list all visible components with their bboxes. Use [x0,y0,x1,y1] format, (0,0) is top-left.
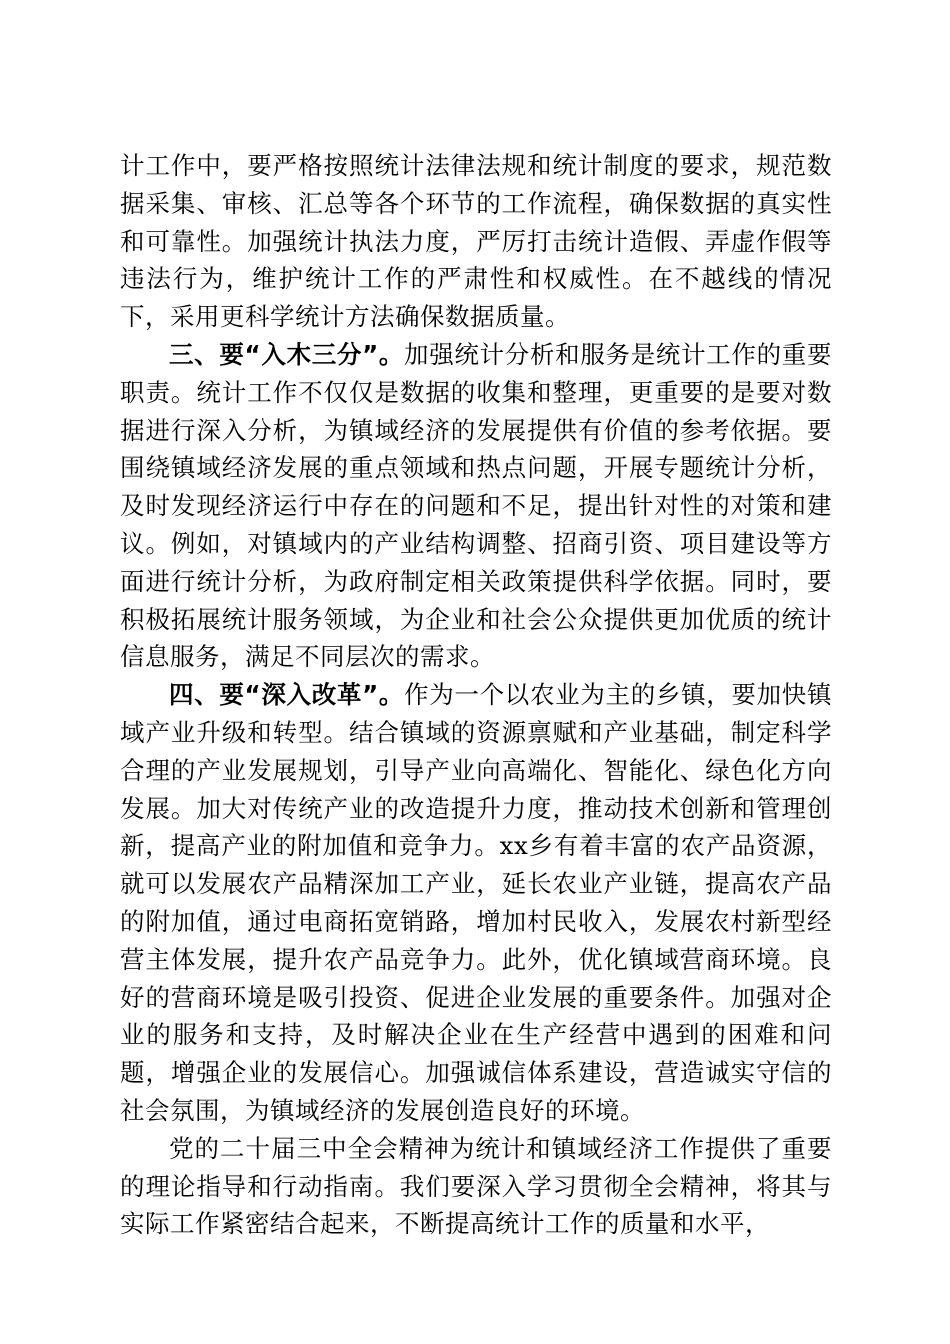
paragraph-section-three [120,336,832,676]
paragraph-statistics-law [120,147,832,336]
paragraph-body: 作为一个以农业为主的乡镇，要加快镇域产业升级和转型。结合镇域的资源禀赋和产业基础，制定科学合理的产业发展规划，引导产业向高端化、智能化、绿色化方向发展。加大对传统产业的改造提升力度，推动技术创新和管理创新，提高产业的附加值和竞争力。xx乡有着丰富的农产品资源，就可以发展农产品精深加工产业，延长农业产业链，提高农产品的附加值，通过电商拓宽销路，增加村民收入，发展农村新型经营主体发展，提升农产品竞争力。此外，优化镇域营商环境。良好的营商环境是吸引投资、促进企业发展的重要条件。加强对企业的服务和支持，及时解决企业在生产经营中遇到的困难和问题，增强企业的发展信心。加强诚信体系建设，营造诚实守信的社会氛围，为镇域经济的发展创造良好的环境。 [120,680,832,1125]
paragraph-body: 计工作中，要严格按照统计法律法规和统计制度的要求，规范数据采集、审核、汇总等各个环节的工作流程，确保数据的真实性和可靠性。加强统计执法力度，严厉打击统计造假、弄虚作假等违法行为，维护统计工作的严肃性和权威性。在不越线的情况下，采用更科学统计方法确保数据质量。 [120,151,832,332]
paragraph-section-four [120,676,832,1130]
paragraph-body: 加强统计分析和服务是统计工作的重要职责。统计工作不仅仅是数据的收集和整理，更重要的是要对数据进行深入分析，为镇域经济的发展提供有价值的参考依据。要围绕镇域经济发展的重点领域和热点问题，开展专题统计分析，及时发现经济运行中存在的问题和不足，提出针对性的对策和建议。例如，对镇域内的产业结构调整、招商引资、项目建设等方面进行统计分析，为政府制定相关政策提供科学依据。同时，要积极拓展统计服务领域，为企业和社会公众提供更加优质的统计信息服务，满足不同层次的需求。 [120,339,832,672]
document-page [120,147,832,1243]
section-heading-four: 四、要“深入改革”。 [169,680,405,710]
paragraph-conclusion [120,1130,832,1243]
section-heading-three: 三、要“入木三分”。 [169,339,405,369]
paragraph-body: 党的二十届三中全会精神为统计和镇域经济工作提供了重要的理论指导和行动指南。我们要深入学习贯彻全会精神，将其与实际工作紧密结合起来，不断提高统计工作的质量和水平， [120,1133,832,1239]
